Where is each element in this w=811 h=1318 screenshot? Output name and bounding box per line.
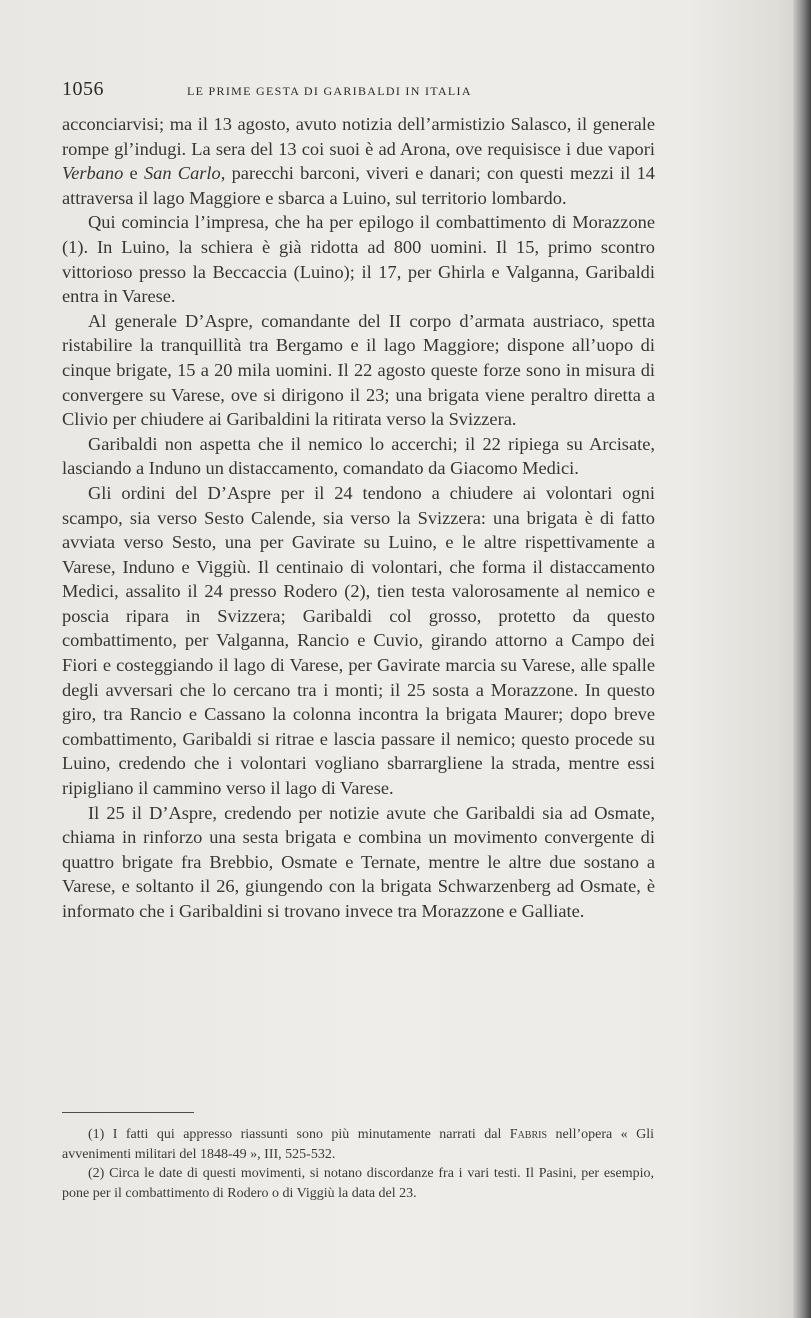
running-title: LE PRIME GESTA DI GARIBALDI IN ITALIA	[187, 84, 472, 98]
body-text	[62, 112, 655, 924]
footnote-divider	[62, 1112, 194, 1113]
paragraph-2: Qui comincia l’impresa, che ha per epilogo il combattimento di Morazzone (1). In Luino, la schiera è già ridotta ad 800 uomini. Il 15, primo scontro vittorioso presso la Beccaccia (Luino); il 17, per Ghirla e Valganna, Garibaldi entra in Varese.	[62, 212, 655, 307]
footnote-2: (2) Circa le date di questi movimenti, si notano discordanze fra i vari testi. Il Pasini, per esempio, pone per il combattimento di Rodero o di Viggiù la data del 23.	[62, 1166, 654, 1201]
paragraph-1: acconciarvisi; ma il 13 agosto, avuto notizia dell’armistizio Salasco, il generale rompe gl’indugi. La sera del 13 coi suoi è ad Arona, ove requisisce i due vapori Verbano e San Carlo, parecchi barconi, viveri e danari; con questi mezzi il 14 attraversa il lago Maggiore e sbarca a Luino, sul territorio lombardo.	[62, 114, 655, 208]
footnote-1: (1) I fatti qui appresso riassunti sono più minutamente narrati dal Fabris nell’opera « Gli avvenimenti militari del 1848-49 », III, 525-532.	[62, 1127, 654, 1162]
page-edge-strip	[793, 0, 811, 1318]
footnotes	[62, 1125, 654, 1203]
paragraph-6: Il 25 il D’Aspre, credendo per notizie avute che Garibaldi sia ad Osmate, chiama in rinforzo una sesta brigata e combina un movimento convergente di quattro brigate fra Brebbio, Osmate e Ternate, mentre le altre due sostano a Varese, e soltanto il 26, giungendo con la brigata Schwarzenberg ad Osmate, è informato che i Garibaldini si trovano invece tra Morazzone e Galliate.	[62, 802, 655, 921]
page-number: 1056	[62, 78, 104, 100]
page-header	[62, 78, 662, 102]
paragraph-5: Gli ordini del D’Aspre per il 24 tendono a chiudere ai volontari ogni scampo, sia verso Sesto Calende, sia verso la Svizzera: una brigata è di fatto avviata verso Sesto, una per Gavirate su Luino, e le altre rispettivamente a Varese, Induno e Viggiù. Il centinaio di volontari, che forma il distaccamento Medici, assalito il 24 presso Rodero (2), tien testa valorosamente al nemico e poscia ripara in Svizzera; Garibaldi col grosso, protetto da questo combattimento, per Valganna, Rancio e Cuvio, girando attorno a Campo dei Fiori e costeggiando il lago di Varese, per Gavirate marcia su Varese, alle spalle degli avversari che lo cercano tra i monti; il 25 sosta a Morazzone. In questo giro, tra Rancio e Cassano la colonna incontra la brigata Maurer; dopo breve combattimento, Garibaldi si ritrae e lascia passare il nemico; questo procede su Luino, credendo che i volontari vogliano sbarrargliene la strada, mentre essi ripigliano il cammino verso il lago di Varese.	[62, 482, 655, 799]
paragraph-3: Al generale D’Aspre, comandante del II corpo d’armata austriaco, spetta ristabilire la tranquillità tra Bergamo e il lago Maggiore; dispone all’uopo di cinque brigate, 15 a 20 mila uomini. Il 22 agosto queste forze sono in misura di convergere su Varese, ove si dirigono il 23; una brigata viene peraltro diretta a Clivio per chiudere ai Garibaldini la ritirata verso la Svizzera.	[62, 310, 655, 430]
paragraph-4: Garibaldi non aspetta che il nemico lo accerchi; il 22 ripiega su Arcisate, lasciando a Induno un distaccamento, comandato da Giacomo Medici.	[62, 433, 655, 479]
